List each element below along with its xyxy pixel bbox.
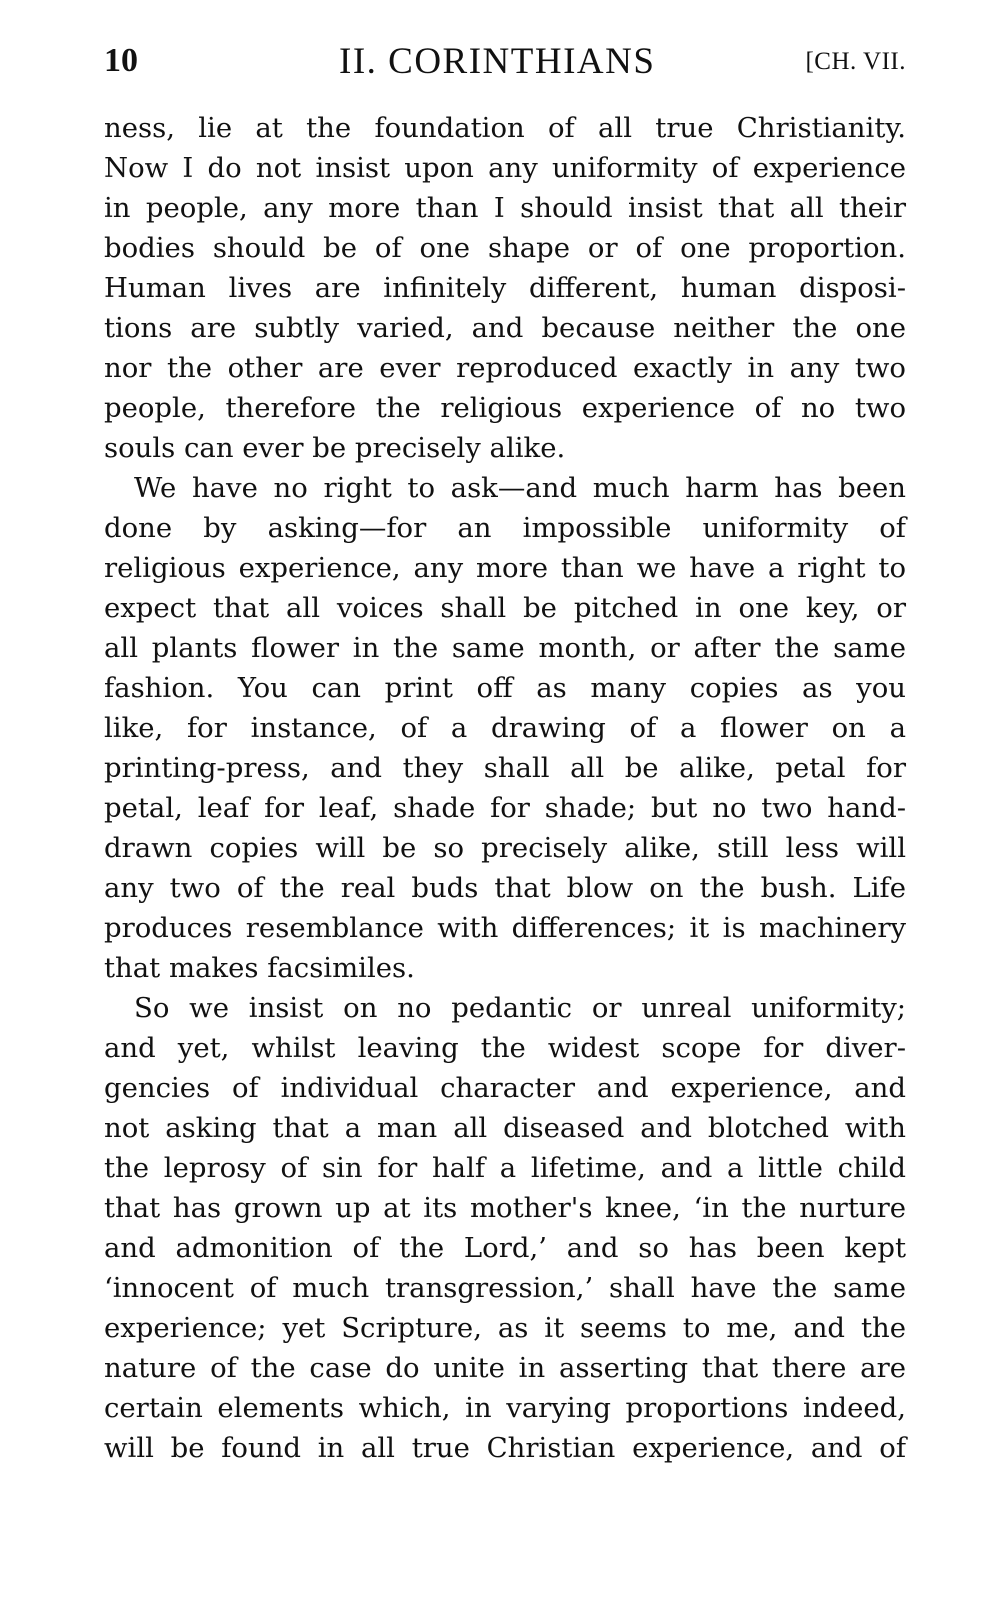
text-line: all plants flower in the same month, or after the same	[104, 632, 906, 664]
text-line: nor the other are ever reproduced exactly in any two	[104, 352, 906, 384]
text-line: certain elements which, in varying proportions indeed,	[104, 1392, 906, 1424]
book-page	[104, 38, 906, 1468]
text-line: tions are subtly varied, and because neither the one	[104, 312, 906, 344]
text-line: ness, lie at the foundation of all true Christianity.	[104, 112, 906, 144]
text-line: We have no right to ask—and much harm has been	[134, 472, 906, 504]
paragraph	[104, 468, 906, 988]
text-line: that has grown up at its mother's knee, ‘in the nurture	[104, 1192, 906, 1224]
text-line: in people, any more than I should insist that all their	[104, 192, 906, 224]
text-line: that makes facsimiles.	[104, 952, 415, 984]
text-line: souls can ever be precisely alike.	[104, 432, 566, 464]
text-line: produces resemblance with differences; it is machinery	[104, 912, 906, 944]
text-line: drawn copies will be so precisely alike, still less will	[104, 832, 906, 864]
text-line: the leprosy of sin for half a lifetime, and a little child	[104, 1152, 906, 1184]
text-line: nature of the case do unite in asserting that there are	[104, 1352, 906, 1384]
text-line: petal, leaf for leaf, shade for shade; but no two hand-	[104, 792, 906, 824]
running-title: II. CORINTHIANS	[339, 41, 656, 82]
text-line: any two of the real buds that blow on the bush. Life	[104, 872, 906, 904]
text-line: done by asking—for an impossible uniformity of	[104, 512, 906, 544]
text-line: bodies should be of one shape or of one proportion.	[104, 232, 906, 264]
text-line: people, therefore the religious experience of no two	[104, 392, 906, 424]
text-line: will be found in all true Christian experience, and of	[104, 1432, 906, 1464]
text-line: Human lives are infinitely different, human disposi-	[104, 272, 906, 304]
running-header	[104, 38, 906, 96]
text-line: fashion. You can print off as many copies as you	[104, 672, 906, 704]
text-line: expect that all voices shall be pitched in one key, or	[104, 592, 906, 624]
text-line: and yet, whilst leaving the widest scope for diver-	[104, 1032, 906, 1064]
text-line: religious experience, any more than we have a right to	[104, 552, 906, 584]
text-line: not asking that a man all diseased and blotched with	[104, 1112, 906, 1144]
text-line: ‘innocent of much transgression,’ shall have the same	[104, 1272, 906, 1304]
text-line: printing-press, and they shall all be alike, petal for	[104, 752, 906, 784]
text-line: So we insist on no pedantic or unreal uniformity;	[134, 992, 906, 1024]
chapter-reference: [CH. VII.	[805, 48, 906, 75]
paragraph	[104, 108, 906, 468]
text-line: Now I do not insist upon any uniformity of experience	[104, 152, 906, 184]
text-line: experience; yet Scripture, as it seems to me, and the	[104, 1312, 906, 1344]
body-text	[104, 108, 906, 1468]
text-line: gencies of individual character and experience, and	[104, 1072, 906, 1104]
text-line: like, for instance, of a drawing of a flower on a	[104, 712, 906, 744]
text-line: and admonition of the Lord,’ and so has been kept	[104, 1232, 906, 1264]
page-number: 10	[104, 42, 138, 79]
paragraph	[104, 988, 906, 1468]
